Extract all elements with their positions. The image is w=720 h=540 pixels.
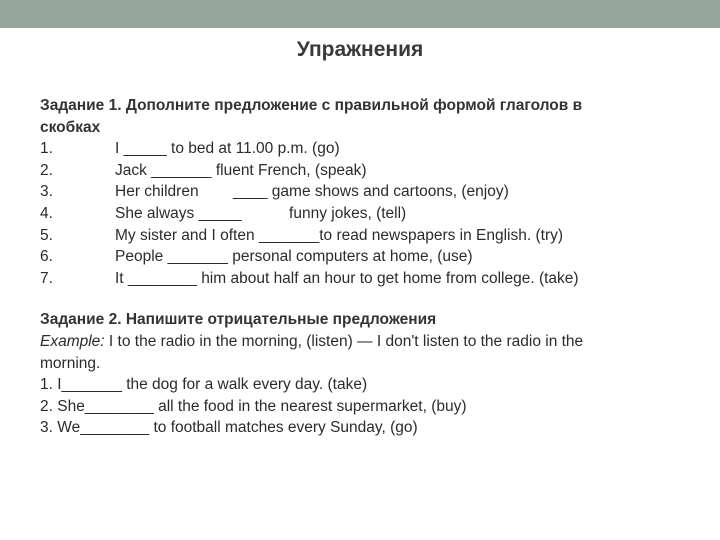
task1-item — [40, 160, 690, 182]
item-number: 7. — [40, 269, 53, 287]
task1-item — [40, 138, 690, 160]
example-label: Example: — [40, 332, 105, 350]
top-bar — [0, 0, 720, 28]
example-text: I to the radio in the morning, (listen) — I don't listen to the radio in the — [104, 332, 584, 350]
item-sentence: Jack _______ fluent French, (speak) — [115, 161, 367, 179]
task2-item: 2. She________ all the food in the nearest supermarket, (buy) — [40, 397, 467, 415]
slide-content — [40, 95, 690, 439]
item-sentence: I _____ to bed at 11.00 p.m. (go) — [115, 140, 340, 158]
task1-item — [40, 203, 690, 225]
task1-item — [40, 268, 690, 290]
item-sentence: People _______ personal computers at home, (use) — [115, 248, 473, 266]
task1-heading-line1: Задание 1. Дополните предложение с правильной формой глаголов в — [40, 97, 583, 114]
task2-item: 3. We________ to football matches every Sunday, (go) — [40, 419, 418, 437]
task2-example-line1 — [40, 331, 690, 353]
item-number: 2. — [40, 161, 53, 179]
item-number: 6. — [40, 248, 53, 266]
task1-item — [40, 225, 690, 247]
section-spacer — [40, 289, 690, 309]
task1-item — [40, 181, 690, 203]
item-number: 4. — [40, 204, 53, 222]
item-number: 3. — [40, 183, 53, 201]
slide-title: Упражнения — [296, 38, 424, 61]
item-sentence: My sister and I often _______to read newspapers in English. (try) — [115, 226, 564, 244]
item-sentence: Her children ____ game shows and cartoons, (enjoy) — [115, 183, 509, 201]
task1-heading-line2: скобках — [40, 118, 101, 136]
task2-heading: Задание 2. Напишите отрицательные предложения — [40, 311, 437, 329]
item-number: 1. — [40, 140, 53, 158]
task2-example-line2: morning. — [40, 354, 101, 372]
item-sentence: She always _____ funny jokes, (tell) — [115, 204, 407, 222]
task2-item: 1. I_______ the dog for a walk every day. (take) — [40, 376, 368, 394]
item-number: 5. — [40, 226, 53, 244]
item-sentence: It ________ him about half an hour to get home from college. (take) — [115, 269, 579, 287]
task1-item — [40, 246, 690, 268]
